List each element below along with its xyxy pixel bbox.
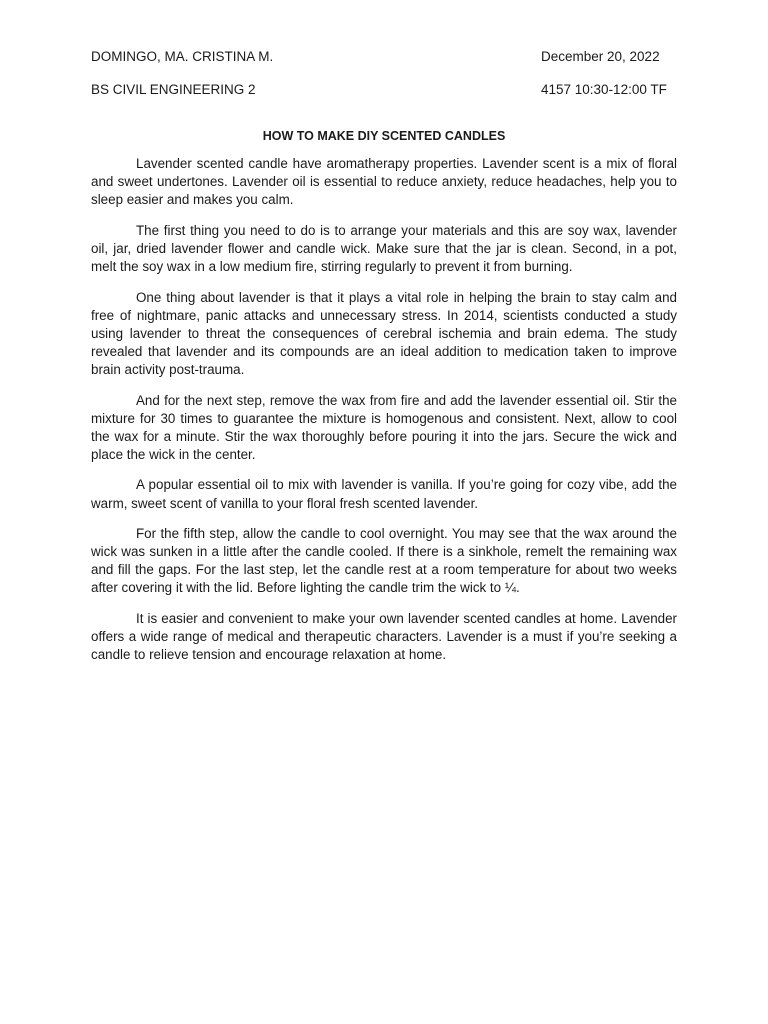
submission-date: December 20, 2022 [541, 49, 660, 64]
document-body [91, 155, 677, 677]
class-schedule: 4157 10:30-12:00 TF [541, 82, 667, 97]
paragraph-3: One thing about lavender is that it plays a vital role in helping the brain to stay calm and free of nightmare, panic attacks and unnecessary stress. In 2014, scientists conducted a study using lavender to threat the consequences of cerebral ischemia and brain edema. The study revealed that lavender and its compounds are an ideal addition to medication taken to improve brain activity post-trauma. [91, 289, 677, 377]
course-name: BS CIVIL ENGINEERING 2 [91, 82, 256, 97]
paragraph-1: Lavender scented candle have aromatherapy properties. Lavender scent is a mix of floral and sweet undertones. Lavender oil is essential to reduce anxiety, reduce headaches, help you to sleep easier and makes you calm. [91, 156, 677, 208]
paragraph-4: And for the next step, remove the wax from fire and add the lavender essential oil. Stir the mixture for 30 times to guarantee the mixture is homogenous and consistent. Next, allow to cool the wax for a minute. Stir the wax thoroughly before pouring it into the jars. Secure the wick and place the wick in the center. [91, 392, 677, 462]
paragraph-6: For the fifth step, allow the candle to cool overnight. You may see that the wax around the wick was sunken in a little after the candle cooled. If there is a sinkhole, remelt the remaining wax and fill the gaps. For the last step, let the candle rest at a room temperature for about two weeks after covering it with the lid. Before lighting the candle trim the wick to ¼. [91, 526, 677, 596]
paragraph-5: A popular essential oil to mix with lavender is vanilla. If you’re going for cozy vibe, add the warm, sweet scent of vanilla to your floral fresh scented lavender. [91, 477, 677, 511]
paragraph-2: The first thing you need to do is to arrange your materials and this are soy wax, lavender oil, jar, dried lavender flower and candle wick. Make sure that the jar is clean. Second, in a pot, melt the soy wax in a low medium fire, stirring regularly to prevent it from burning. [91, 222, 677, 274]
student-name: DOMINGO, MA. CRISTINA M. [91, 49, 274, 64]
document-title: HOW TO MAKE DIY SCENTED CANDLES [262, 129, 506, 143]
paragraph-7: It is easier and convenient to make your own lavender scented candles at home. Lavender offers a wide range of medical and therapeutic characters. Lavender is a must if you’re seeking a candle to relieve tension and encourage relaxation at home. [91, 610, 677, 663]
